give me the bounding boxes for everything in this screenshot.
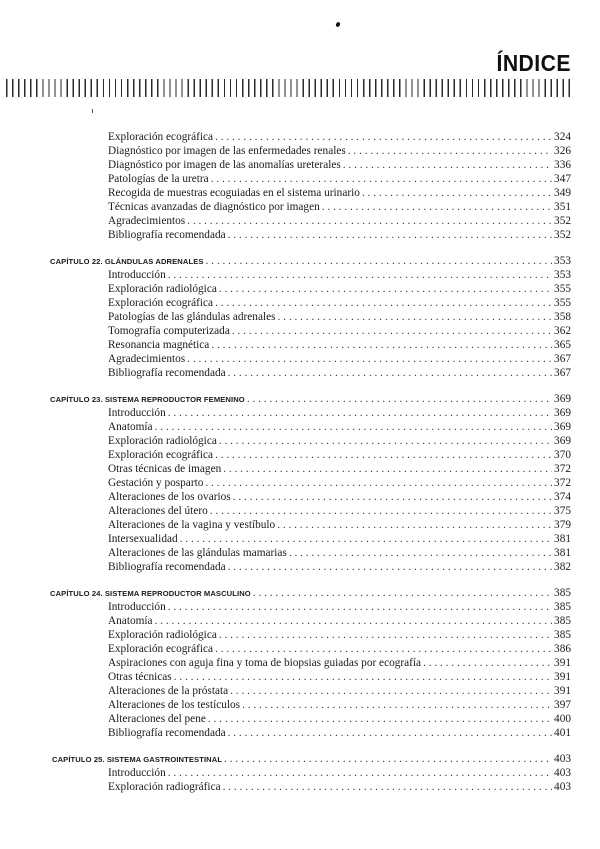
entry-title: Exploración radiológica xyxy=(108,629,217,641)
page-number: 367 xyxy=(554,353,571,365)
dot-leader xyxy=(187,214,552,228)
toc-entry xyxy=(108,642,571,656)
toc-entry xyxy=(108,214,571,228)
entry-title: Recogida de muestras ecoguiadas en el sistema urinario xyxy=(108,187,360,199)
entry-title: Patologías de las glándulas adrenales xyxy=(108,311,276,323)
toc-entry xyxy=(108,338,571,352)
entry-title: Alteraciones de la próstata xyxy=(108,685,229,697)
dot-leader xyxy=(322,200,552,214)
margin-mark xyxy=(92,109,93,113)
dot-leader xyxy=(242,698,552,712)
dot-leader xyxy=(155,420,552,434)
page-number: 403 xyxy=(554,781,571,793)
page-number: 400 xyxy=(554,713,571,725)
toc-entry xyxy=(108,518,571,532)
entry-title: Alteraciones de los ovarios xyxy=(108,491,231,503)
entry-title: Alteraciones del útero xyxy=(108,505,208,517)
page-number: 375 xyxy=(554,505,571,517)
dot-leader xyxy=(168,600,552,614)
entry-title: Bibliografía recomendada xyxy=(108,367,226,379)
toc-entry xyxy=(108,228,571,242)
page-number: 326 xyxy=(554,145,571,157)
dot-leader xyxy=(423,656,552,670)
toc-entry xyxy=(108,490,571,504)
entry-title: Bibliografía recomendada xyxy=(108,561,226,573)
dot-leader xyxy=(187,352,552,366)
page-number: 397 xyxy=(554,699,571,711)
entry-title: Introducción xyxy=(108,269,166,281)
dot-leader xyxy=(219,628,552,642)
page-number: 401 xyxy=(554,727,571,739)
page-number: 369 xyxy=(554,407,571,419)
toc-entry xyxy=(108,698,571,712)
dot-leader xyxy=(205,476,552,490)
toc-chapter-heading xyxy=(52,752,571,766)
page-number: 367 xyxy=(554,367,571,379)
page-number: 370 xyxy=(554,449,571,461)
entry-title: Exploración ecográfica xyxy=(108,297,214,309)
dot-leader xyxy=(224,752,552,766)
entry-title: Bibliografía recomendada xyxy=(108,727,226,739)
entry-title: Otras técnicas de imagen xyxy=(108,463,222,475)
page-number: 382 xyxy=(554,561,571,573)
page-number: 352 xyxy=(554,229,571,241)
dot-leader xyxy=(343,158,552,172)
page-number: 379 xyxy=(554,519,571,531)
entry-title: Agradecimientos xyxy=(108,215,186,227)
toc-entry xyxy=(108,434,571,448)
entry-title: Resonancia magnética xyxy=(108,339,210,351)
chapter-title: CAPÍTULO 23. SISTEMA REPRODUCTOR FEMENINO xyxy=(50,395,245,404)
entry-title: Patologías de la uretra xyxy=(108,173,209,185)
dot-leader xyxy=(228,366,552,380)
page-number: 355 xyxy=(554,297,571,309)
page-number: 347 xyxy=(554,173,571,185)
page-number: 391 xyxy=(554,671,571,683)
dot-leader xyxy=(232,324,552,338)
page-number: 365 xyxy=(554,339,571,351)
entry-title: Exploración radiográfica xyxy=(108,781,221,793)
toc-entry xyxy=(108,476,571,490)
toc-entry xyxy=(108,324,571,338)
toc-chapter-heading xyxy=(50,586,571,600)
entry-title: Exploración ecográfica xyxy=(108,449,214,461)
dot-leader xyxy=(174,670,552,684)
page-number: 349 xyxy=(554,187,571,199)
dot-leader xyxy=(211,172,552,186)
dot-leader xyxy=(277,518,552,532)
page-number: 358 xyxy=(554,311,571,323)
dot-leader xyxy=(348,144,552,158)
toc-entry xyxy=(108,766,571,780)
page-number: 355 xyxy=(554,283,571,295)
toc-entry xyxy=(108,296,571,310)
entry-title: Alteraciones de los testículos xyxy=(108,699,241,711)
dot-leader xyxy=(215,130,552,144)
dot-leader xyxy=(206,254,553,268)
toc-entry xyxy=(108,546,571,560)
toc-entry xyxy=(108,406,571,420)
toc-entry xyxy=(108,712,571,726)
entry-title: Introducción xyxy=(108,767,166,779)
chapter-title: CAPÍTULO 24. SISTEMA REPRODUCTOR MASCULINO xyxy=(50,589,251,598)
entry-title: Aspiraciones con aguja fina y toma de biopsias guiadas por ecografía xyxy=(108,657,422,669)
page-number: 381 xyxy=(554,547,571,559)
entry-title: Anatomía xyxy=(108,421,153,433)
page-number: 385 xyxy=(554,587,571,599)
toc-chapter-heading xyxy=(50,254,571,268)
entry-title: Exploración radiológica xyxy=(108,435,217,447)
toc-entry xyxy=(108,200,571,214)
page-number: 351 xyxy=(554,201,571,213)
entry-title: Alteraciones del pene xyxy=(108,713,206,725)
header-rule xyxy=(6,79,571,97)
page-number: 362 xyxy=(554,325,571,337)
dot-leader xyxy=(208,712,552,726)
dot-leader xyxy=(253,586,552,600)
chapter-title: CAPÍTULO 22. GLÁNDULAS ADRENALES xyxy=(50,257,204,266)
toc-entry xyxy=(108,310,571,324)
entry-title: Otras técnicas xyxy=(108,671,172,683)
toc-entry xyxy=(108,656,571,670)
toc-entry xyxy=(108,448,571,462)
toc-entry xyxy=(108,462,571,476)
toc-entry xyxy=(108,420,571,434)
dot-leader xyxy=(278,310,553,324)
toc-entry xyxy=(108,366,571,380)
page-number: 369 xyxy=(554,421,571,433)
page-number: 372 xyxy=(554,477,571,489)
toc-entry xyxy=(108,186,571,200)
dot-leader xyxy=(155,614,552,628)
dot-leader xyxy=(215,642,552,656)
page-number: 336 xyxy=(554,159,571,171)
page-number: 385 xyxy=(554,615,571,627)
dot-leader xyxy=(219,434,552,448)
page-number: 352 xyxy=(554,215,571,227)
page-number: 374 xyxy=(554,491,571,503)
entry-title: Técnicas avanzadas de diagnóstico por imagen xyxy=(108,201,320,213)
entry-title: Alteraciones de las glándulas mamarias xyxy=(108,547,287,559)
page-number: 386 xyxy=(554,643,571,655)
dot-leader xyxy=(228,228,552,242)
page-number: 353 xyxy=(554,269,571,281)
entry-title: Agradecimientos xyxy=(108,353,186,365)
entry-title: Alteraciones de la vagina y vestíbulo xyxy=(108,519,276,531)
ink-dot xyxy=(335,21,341,27)
toc-entry xyxy=(108,670,571,684)
dot-leader xyxy=(168,406,552,420)
page-number: 403 xyxy=(554,767,571,779)
page-number: 385 xyxy=(554,629,571,641)
entry-title: Introducción xyxy=(108,601,166,613)
page-number: 353 xyxy=(554,255,571,267)
page-number: 403 xyxy=(554,753,571,765)
toc-entry xyxy=(108,144,571,158)
dot-leader xyxy=(219,282,552,296)
dot-leader xyxy=(362,186,552,200)
page-number: 372 xyxy=(554,463,571,475)
toc-entry xyxy=(108,130,571,144)
entry-title: Bibliografía recomendada xyxy=(108,229,226,241)
entry-title: Tomografía computerizada xyxy=(108,325,230,337)
page-number: 391 xyxy=(554,685,571,697)
dot-leader xyxy=(247,392,552,406)
dot-leader xyxy=(168,766,552,780)
dot-leader xyxy=(211,338,552,352)
page-title: ÍNDICE xyxy=(496,50,571,76)
page-number: 324 xyxy=(554,131,571,143)
entry-title: Anatomía xyxy=(108,615,153,627)
toc-entry xyxy=(108,614,571,628)
page-number: 369 xyxy=(554,393,571,405)
entry-title: Diagnóstico por imagen de las enfermedades renales xyxy=(108,145,346,157)
toc-entry xyxy=(108,684,571,698)
dot-leader xyxy=(233,490,552,504)
toc-entry xyxy=(108,352,571,366)
dot-leader xyxy=(180,532,552,546)
toc-entry xyxy=(108,172,571,186)
dot-leader xyxy=(289,546,552,560)
page-number: 391 xyxy=(554,657,571,669)
page-number: 385 xyxy=(554,601,571,613)
dot-leader xyxy=(230,684,552,698)
entry-title: Exploración ecográfica xyxy=(108,643,214,655)
toc-entry xyxy=(108,600,571,614)
toc-entry xyxy=(108,726,571,740)
dot-leader xyxy=(215,448,552,462)
entry-title: Intersexualidad xyxy=(108,533,178,545)
toc-entry xyxy=(108,628,571,642)
dot-leader xyxy=(168,268,552,282)
dot-leader xyxy=(210,504,552,518)
dot-leader xyxy=(215,296,552,310)
page-number: 369 xyxy=(554,435,571,447)
toc-chapter-heading xyxy=(50,392,571,406)
toc-entry xyxy=(108,282,571,296)
entry-title: Exploración ecográfica xyxy=(108,131,214,143)
toc-entry xyxy=(108,158,571,172)
dot-leader xyxy=(223,462,552,476)
entry-title: Gestación y posparto xyxy=(108,477,204,489)
entry-title: Exploración radiológica xyxy=(108,283,217,295)
dot-leader xyxy=(228,726,552,740)
toc-entry xyxy=(108,504,571,518)
entry-title: Diagnóstico por imagen de las anomalías ureterales xyxy=(108,159,341,171)
chapter-title: CAPÍTULO 25. SISTEMA GASTROINTESTINAL xyxy=(52,755,223,764)
toc-entry xyxy=(108,780,571,794)
page-number: 381 xyxy=(554,533,571,545)
entry-title: Introducción xyxy=(108,407,166,419)
toc-entry xyxy=(108,268,571,282)
dot-leader xyxy=(228,560,552,574)
toc-entry xyxy=(108,560,571,574)
toc-entry xyxy=(108,532,571,546)
dot-leader xyxy=(223,780,552,794)
